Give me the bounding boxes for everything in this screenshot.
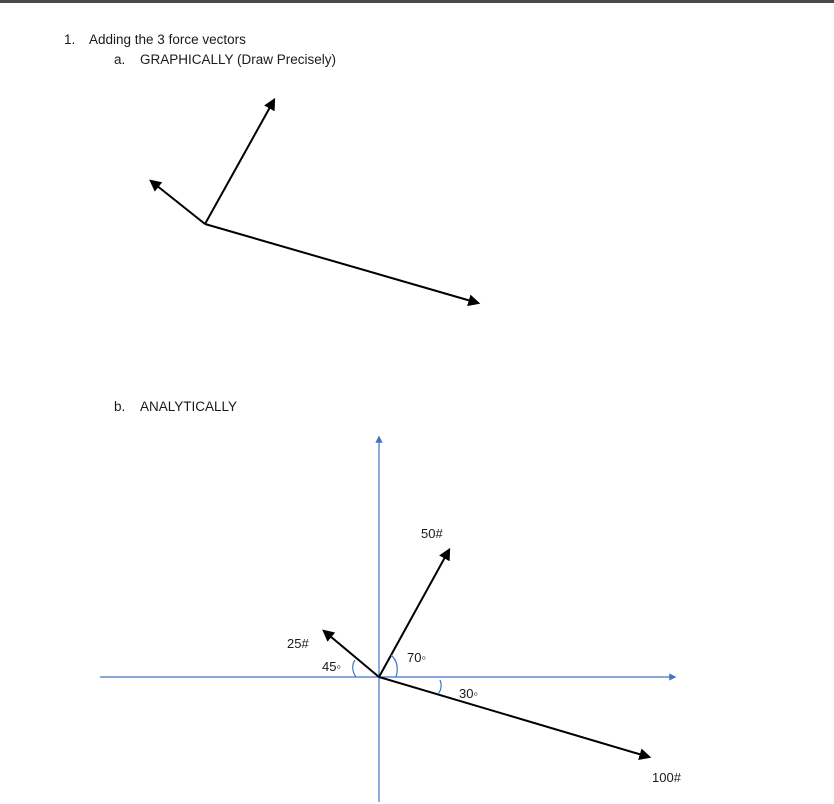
angle-label-45: 45◦ — [322, 659, 342, 674]
angle-arc-70 — [391, 655, 397, 677]
graphical-vector-100 — [205, 224, 478, 303]
part-a-text: GRAPHICALLY (Draw Precisely) — [140, 52, 337, 67]
graphical-diagram — [151, 100, 478, 303]
analytical-diagram — [100, 437, 682, 802]
analytical-vector-100 — [379, 677, 649, 757]
part-b-label: b. — [114, 399, 126, 414]
problem-number: 1. — [64, 32, 76, 47]
graphical-vector-25 — [151, 181, 205, 224]
angle-arc-30 — [438, 680, 441, 694]
problem-title: Adding the 3 force vectors — [89, 32, 246, 47]
angle-label-70: 70◦ — [407, 650, 427, 665]
angle-label-30: 30◦ — [459, 686, 479, 701]
label-25: 25# — [287, 636, 309, 651]
part-b-text: ANALYTICALLY — [140, 399, 238, 414]
angle-arc-45 — [353, 660, 356, 677]
part-a-label: a. — [114, 52, 126, 67]
label-100: 100# — [652, 770, 681, 785]
graphical-vector-50 — [205, 100, 274, 224]
label-50: 50# — [421, 526, 443, 541]
